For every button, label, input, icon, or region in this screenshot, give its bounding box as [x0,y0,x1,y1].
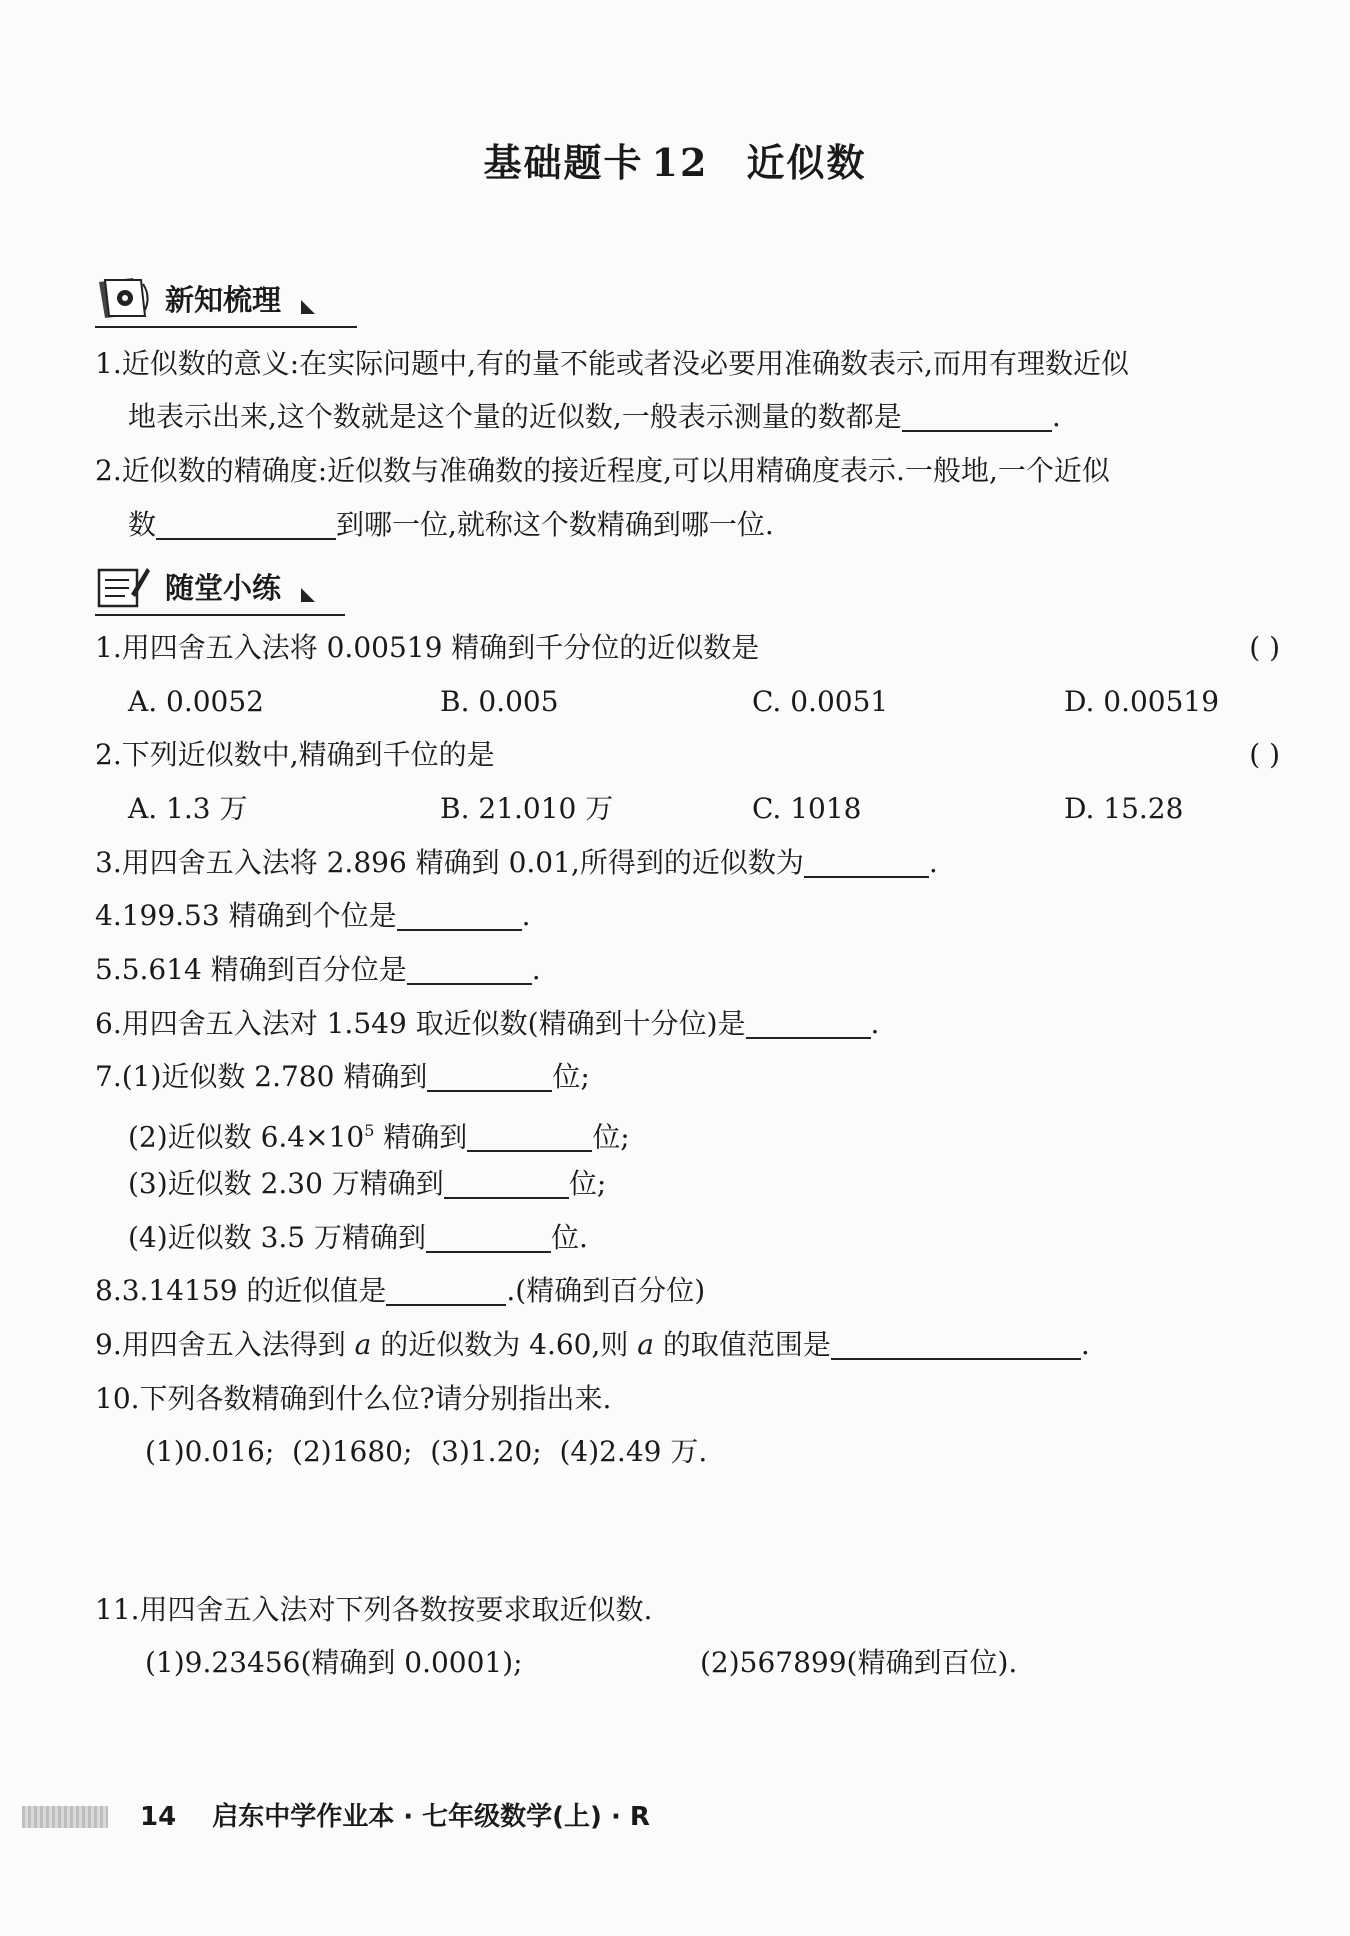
section-header-knowledge [95,272,317,324]
question-7-end: 位; [552,1060,590,1093]
question-2-stem: 2.下列近似数中,精确到千位的是 [95,738,495,771]
section-underline [95,326,357,328]
camera-book-icon [95,274,151,322]
answer-blank[interactable] [804,846,929,878]
question-3-end: . [928,846,938,879]
question-6-end: . [870,1007,880,1040]
question-9-end: . [1080,1328,1090,1361]
question-2-option-c[interactable]: C. 1018 [752,792,862,825]
page-number: 14 [140,1802,177,1832]
question-9 [95,1325,1090,1365]
knowledge-item-2-line-2 [128,505,774,545]
question-1-option-d[interactable]: D. 0.00519 [1064,685,1220,718]
question-1-option-b[interactable]: B. 0.005 [440,685,559,718]
question-7-text: 精确到 [374,1120,468,1154]
title-topic: 近似数 [746,140,867,185]
question-7-text: (2)近似数 6.4×10 [128,1120,365,1154]
triangle-marker-icon [299,586,317,604]
answer-blank[interactable] [746,1007,871,1039]
knowledge-text: 数 [128,508,157,541]
question-1-option-a[interactable]: A. 0.0052 [128,685,264,718]
variable-a: a [354,1328,372,1361]
question-7-text: 7.(1)近似数 2.780 精确到 [95,1060,428,1093]
triangle-marker-icon [299,298,317,316]
answer-blank[interactable] [427,1060,552,1092]
question-1-answer-paren[interactable]: ( ) [1249,631,1280,664]
footer-decoration-bar [22,1806,108,1828]
question-2-option-b[interactable]: B. 21.010 万 [440,792,614,825]
question-8-text: 8.3.14159 的近似值是 [95,1274,387,1307]
question-11-stem: 11.用四舍五入法对下列各数按要求取近似数. [95,1593,653,1626]
question-2-option-a[interactable]: A. 1.3 万 [128,792,248,825]
question-7-part-3 [128,1164,606,1204]
notepad-pencil-icon [95,562,151,610]
knowledge-text: . [1051,400,1061,433]
section-label-knowledge: 新知梳理 [165,282,282,317]
book-title: 启东中学作业本 · 七年级数学(上) · R [212,1802,650,1832]
question-11-item-2: (2)567899(精确到百位). [700,1646,1018,1679]
section-header-practice [95,560,317,612]
question-4 [95,896,531,936]
question-7-text: (4)近似数 3.5 万精确到 [128,1221,426,1254]
exponent: 5 [364,1121,375,1140]
question-6 [95,1004,879,1044]
question-2-answer-paren[interactable]: ( ) [1249,738,1280,771]
question-7-text: (3)近似数 2.30 万精确到 [128,1167,444,1200]
question-2-option-d[interactable]: D. 15.28 [1064,792,1184,825]
section-label-practice: 随堂小练 [165,570,282,605]
question-4-text: 4.199.53 精确到个位是 [95,899,397,932]
question-7-end: 位; [568,1167,607,1200]
question-5-end: . [531,953,541,986]
knowledge-item-2-line-1: 2.近似数的精确度:近似数与准确数的接近程度,可以用精确度表示.一般地,一个近似 [95,454,1110,487]
page-footer [140,1796,650,1833]
answer-blank[interactable] [467,1120,592,1152]
answer-blank[interactable] [831,1328,1081,1360]
question-7-end: 位. [551,1221,588,1254]
knowledge-text: 地表示出来,这个数就是这个量的近似数,一般表示测量的数都是 [128,400,902,433]
question-5 [95,950,541,990]
variable-a: a [637,1328,654,1361]
question-8 [95,1271,705,1311]
question-1-stem: 1.用四舍五入法将 0.00519 精确到千分位的近似数是 [95,631,760,664]
question-5-text: 5.5.614 精确到百分位是 [95,953,407,986]
answer-blank[interactable] [407,953,532,985]
question-11-item-1: (1)9.23456(精确到 0.0001); [145,1646,523,1679]
question-3 [95,843,938,883]
question-1-option-c[interactable]: C. 0.0051 [752,685,889,718]
knowledge-text: 到哪一位,就称这个数精确到哪一位. [336,508,774,541]
question-9-text: 9.用四舍五入法得到 [95,1328,355,1361]
knowledge-item-1-line-1: 1.近似数的意义:在实际问题中,有的量不能或者没必要用准确数表示,而用有理数近似 [95,347,1129,380]
question-7-end: 位; [592,1120,630,1154]
question-10-items: (1)0.016; (2)1680; (3)1.20; (4)2.49 万. [145,1435,708,1468]
answer-blank[interactable] [902,400,1052,432]
answer-blank[interactable] [386,1274,506,1306]
title-prefix: 基础题卡 [483,140,644,185]
question-7-part-1 [95,1057,590,1097]
question-4-end: . [521,899,531,932]
answer-blank[interactable] [156,508,336,540]
question-6-text: 6.用四舍五入法对 1.549 取近似数(精确到十分位)是 [95,1007,746,1040]
question-9-text: 的取值范围是 [653,1328,831,1361]
question-10-stem: 10.下列各数精确到什么位?请分别指出来. [95,1382,612,1415]
answer-blank[interactable] [426,1221,551,1253]
question-8-end: .(精确到百分位) [506,1274,706,1307]
section-underline [95,614,345,616]
answer-blank[interactable] [444,1167,569,1199]
title-number: 12 [651,140,709,185]
page-title [0,132,1350,187]
knowledge-item-1-line-2 [128,397,1061,437]
question-9-text: 的近似数为 4.60,则 [371,1328,638,1361]
question-3-text: 3.用四舍五入法将 2.896 精确到 0.01,所得到的近似数为 [95,846,804,879]
question-7-part-2 [128,1111,630,1157]
answer-blank[interactable] [397,899,522,931]
question-7-part-4 [128,1218,588,1258]
